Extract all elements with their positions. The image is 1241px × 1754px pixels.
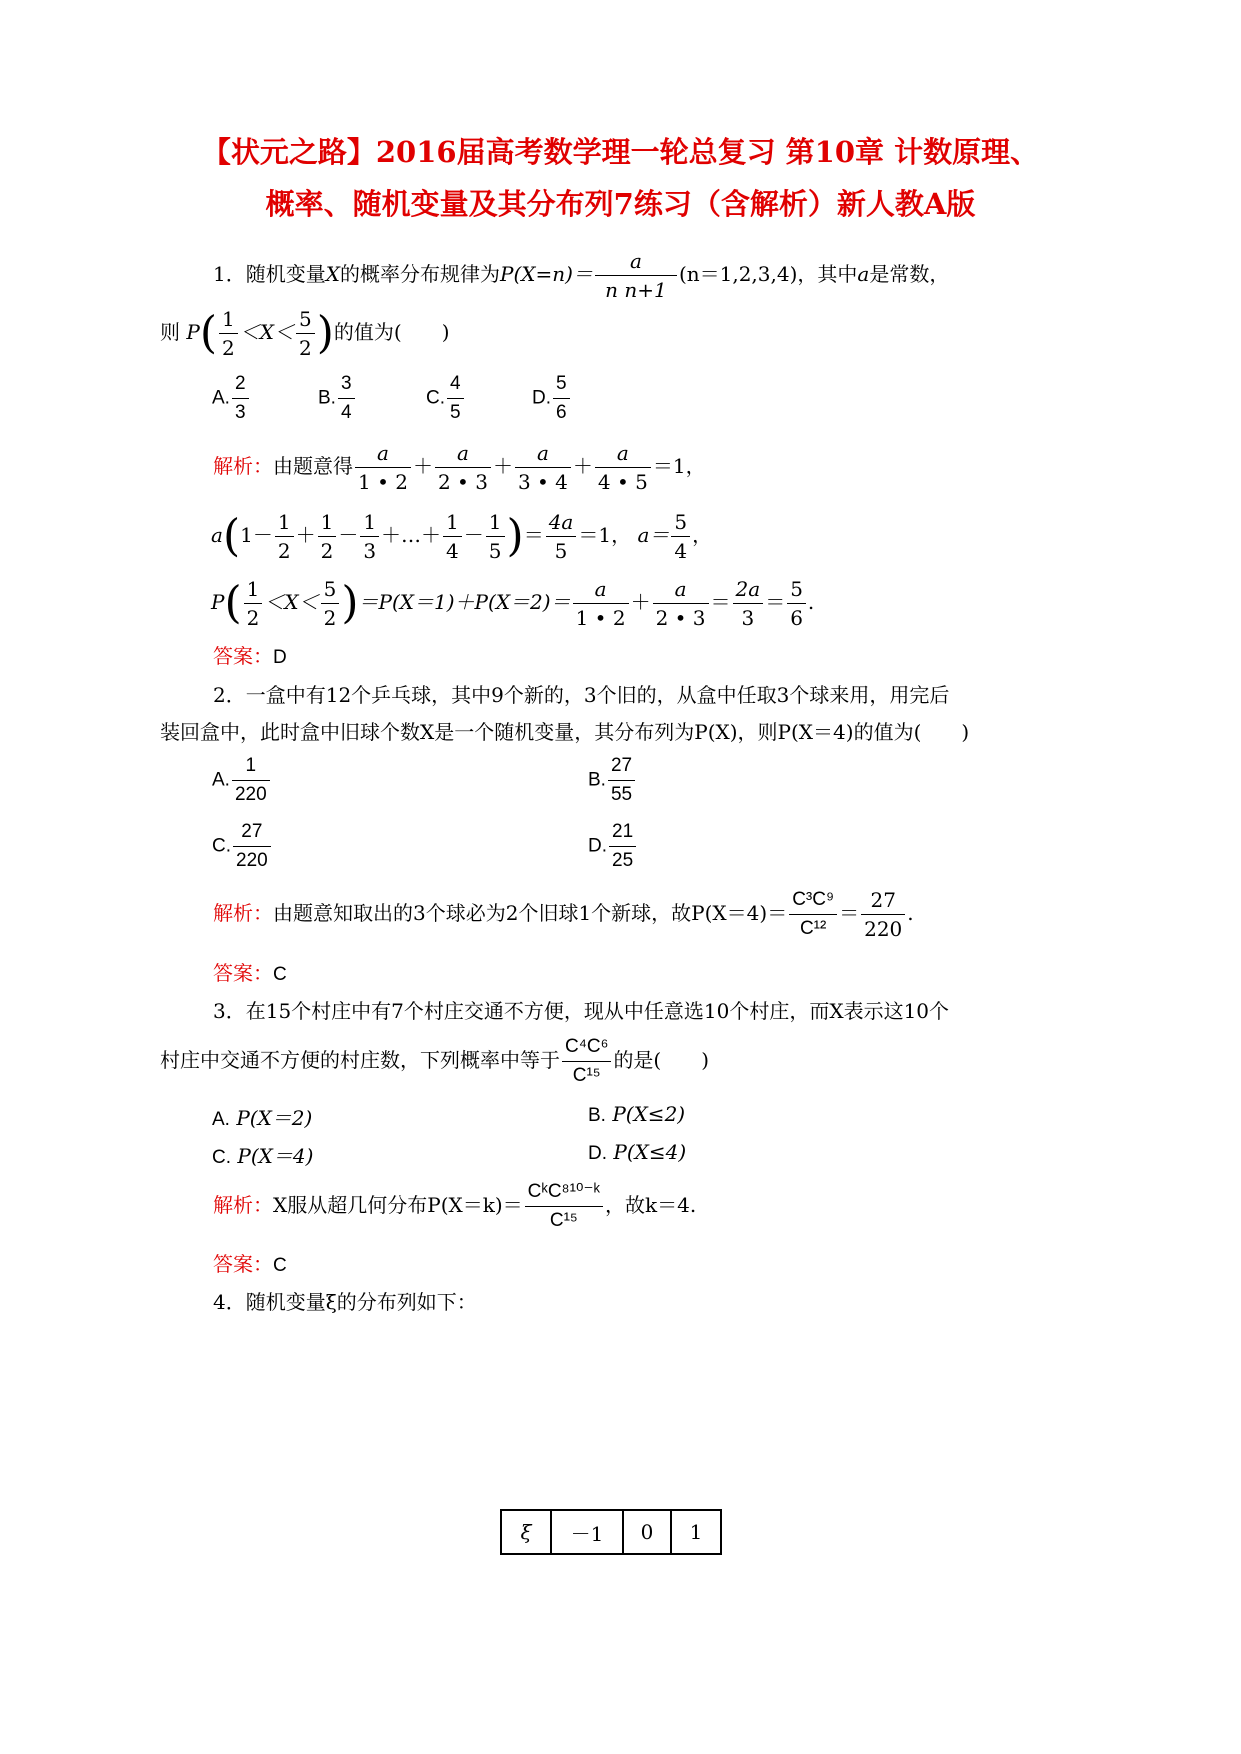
analysis-label: 解析： xyxy=(213,454,273,478)
table-cell: 0 xyxy=(623,1510,671,1554)
q3-option-c: C. P(X＝4) xyxy=(212,1144,314,1168)
page-title-line2: 概率、随机变量及其分布列7练习（含解析）新人教A版 xyxy=(265,187,976,221)
q2-option-c: C. $\frac{27}{220}$ xyxy=(212,818,273,875)
q1-analysis-line2: a(1－ $\frac{1}{2}$ ＋ $\frac{1}{2}$ － $\frac{1}{3}$ ＋…＋ $\frac{1}{4}$ － $\frac{1}{5}$ )＝ $\frac{4a}{5}$ ＝1， a＝ $\frac{5}{4}$ ， xyxy=(211,510,713,563)
q2-option-d: D. $\frac{21}{25}$ xyxy=(588,818,638,875)
q3-stem-line2: 村庄中交通不方便的村庄数，下列概率中等于 $\frac{\text{C⁴C⁶}}{\text{C¹⁵}}$ 的是( ) xyxy=(160,1033,709,1090)
q1-analysis-line1: 解析：由题意得 $\frac{a}{1 • 2}$ ＋ $\frac{a}{2 • 3}$ ＋ $\frac{a}{3 • 4}$ ＋ $\frac{a}{4 • 5}$ ＝1， xyxy=(213,441,706,494)
q2-analysis: 解析：由题意知取出的3个球必为2个旧球1个新球，故P(X＝4)＝ $\frac{\text{C³C⁹}}{\text{C¹²}}$ ＝ $\frac{27}{220}$ . xyxy=(213,888,914,941)
q2-option-a: A. $\frac{1}{220}$ xyxy=(212,752,272,809)
q2-option-b: B. $\frac{27}{55}$ xyxy=(588,752,637,809)
q3-stem-line1: 3．在15个村庄中有7个村庄交通不方便，现从中任意选10个村庄，而X表示这10个 xyxy=(213,999,950,1023)
q3-option-a: A. P(X＝2) xyxy=(212,1106,313,1130)
q1-option-c: C. $\frac{4}{5}$ xyxy=(426,370,466,427)
q3-option-b: B. P(X≤2) xyxy=(588,1102,686,1126)
q2-stem-line2: 装回盒中，此时盒中旧球个数X是一个随机变量，其分布列为P(X)，则P(X＝4)的值为( ) xyxy=(160,720,970,744)
q1-stem-line2: 则 P( $\frac{1}{2}$ ＜X＜ $\frac{5}{2}$ )的值为( ) xyxy=(160,307,450,360)
q4-stem: 4．随机变量ξ的分布列如下： xyxy=(213,1290,477,1314)
q3-option-d: D. P(X≤4) xyxy=(588,1140,687,1164)
q3-analysis: 解析：X服从超几何分布P(X＝k)＝ $\frac{\text{CᵏC⁸¹⁰⁻ᵏ}}{\text{C¹⁵}}$ ，故k＝4. xyxy=(213,1178,696,1235)
q1-analysis-line3: P( $\frac{1}{2}$ ＜X＜ $\frac{5}{2}$ )＝P(X＝1)＋P(X＝2)＝ $\frac{a}{1 • 2}$ ＋ $\frac{a}{2 • 3}$ ＝ $\frac{2a}{3}$ ＝ $\frac{5}{6}$ . xyxy=(211,577,815,630)
q2-answer: 答案：C xyxy=(213,961,287,985)
distribution-table xyxy=(500,1509,722,1555)
q1-answer: 答案：D xyxy=(213,644,287,668)
table-cell: 1 xyxy=(671,1510,721,1554)
q2-stem-line1: 2．一盒中有12个乒乓球，其中9个新的，3个旧的，从盒中任取3个球来用，用完后 xyxy=(213,683,950,707)
table-cell: －1 xyxy=(551,1510,623,1554)
table-cell: ξ xyxy=(501,1510,551,1554)
q1-option-a: A. $\frac{2}{3}$ xyxy=(212,370,251,427)
q1-option-d: D. $\frac{5}{6}$ xyxy=(532,370,572,427)
page-title-line1: 【状元之路】2016届高考数学理一轮总复习 第10章 计数原理、 xyxy=(201,135,1040,169)
q1-option-b: B. $\frac{3}{4}$ xyxy=(318,370,357,427)
q3-answer: 答案：C xyxy=(213,1252,287,1276)
q1-stem: 1．随机变量X的概率分布规律为P(X=n)＝ $\frac{a}{\text{n n+1}}$ (n＝1,2,3,4)，其中a是常数， xyxy=(213,249,950,302)
table-row xyxy=(501,1510,721,1554)
